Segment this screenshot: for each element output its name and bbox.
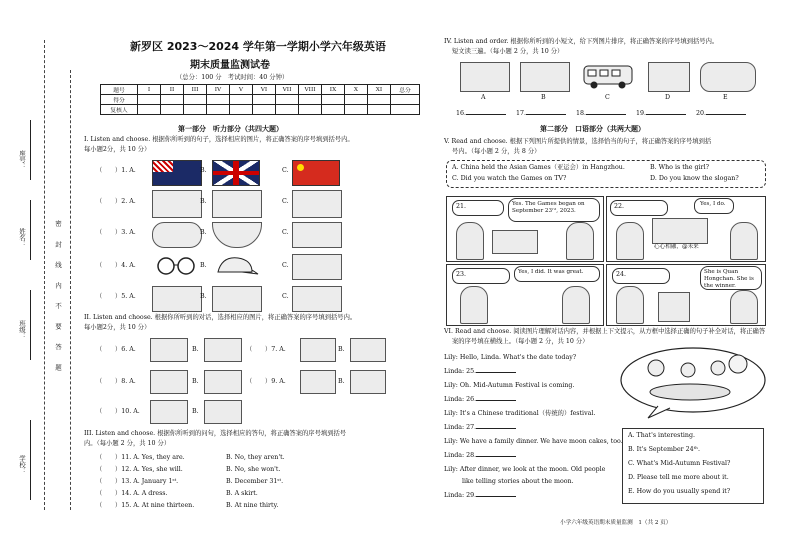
scene-icon[interactable] <box>292 286 342 312</box>
q21-num: 21. <box>456 203 467 210</box>
candy-icon[interactable] <box>152 222 202 248</box>
object-icon[interactable] <box>292 254 342 280</box>
boy-icon <box>566 222 594 260</box>
blank-18-num: 18. <box>576 110 587 117</box>
review-cell[interactable] <box>230 105 253 115</box>
dialog-line: Lily: We have a family dinner. We have moon cakes, too. <box>444 438 623 445</box>
s2-instruction-2: 每小题2分，共 10 分） <box>84 324 151 331</box>
review-cell[interactable] <box>276 105 299 115</box>
score-head-cell: IV <box>207 85 230 95</box>
page-footer: 小学六年级英语期末质量监测 1（共 2 页） <box>560 520 672 526</box>
q12[interactable]: （ ）12. A. Yes, she will. <box>96 466 183 473</box>
q1-label[interactable]: （ ）1. A. <box>96 167 136 174</box>
people-group-icon[interactable] <box>292 190 342 218</box>
activity-icon[interactable] <box>150 400 188 424</box>
blank-17-num: 17. <box>516 110 527 117</box>
boy-playing-icon[interactable] <box>460 62 510 92</box>
bubble-21-text: Yes. The Games began on September 23ʳᵈ, 2023. <box>512 201 585 214</box>
girl-icon <box>616 286 644 324</box>
pic-letter-e: E <box>723 94 728 101</box>
answer-line[interactable] <box>476 372 516 373</box>
blank-16-num: 16. <box>456 110 467 117</box>
label-name: 姓名： <box>18 228 26 248</box>
dialog-label: Linda: 25. <box>444 368 477 375</box>
q5-c: C. <box>282 293 289 300</box>
q7-label[interactable]: （ ）7. A. <box>246 346 286 353</box>
seal-line-text: 密 封 线 内 不 要 答 题 <box>54 220 62 377</box>
q1-c: C. <box>282 167 289 174</box>
score-table <box>100 84 420 115</box>
dialog-label: Linda: 27. <box>444 424 477 431</box>
q3-label[interactable]: （ ）3. A. <box>96 229 136 236</box>
label-school: 学校： <box>18 455 26 475</box>
diver-icon <box>658 292 690 322</box>
score-cell[interactable] <box>230 95 253 105</box>
score-cell[interactable] <box>322 95 345 105</box>
answer-line[interactable] <box>526 114 566 115</box>
dialog-label: Linda: 29. <box>444 492 477 499</box>
q9-b: B. <box>338 378 345 385</box>
q7-b: B. <box>338 346 345 353</box>
dialog-line-26[interactable] <box>444 396 516 404</box>
running-girl-icon[interactable] <box>648 62 690 92</box>
moon-festival-illustration <box>618 344 768 420</box>
kids-icon[interactable] <box>204 400 242 424</box>
slogan-text: 心心相融，@未来 <box>654 244 699 250</box>
tv-games-icon <box>492 230 538 254</box>
label-class: 班级： <box>18 320 26 340</box>
q23-num: 23. <box>456 271 467 278</box>
glasses-icon[interactable] <box>152 256 200 276</box>
s1-instruction-2: 每小题2分，共 10 分） <box>84 146 151 153</box>
blank-19[interactable] <box>636 110 686 118</box>
blank-20[interactable] <box>696 110 746 118</box>
score-cell[interactable] <box>368 95 391 105</box>
answer-line-school <box>30 420 31 500</box>
exam-info: （总分：100 分 考试时间：40 分钟） <box>176 74 289 81</box>
q11-b[interactable]: B. No, they aren't. <box>226 454 285 461</box>
s5-opt-a: A. China held the Asian Games（亚运会）in Hangzhou. <box>452 164 625 171</box>
girl-icon <box>616 222 644 260</box>
cartoon-icon[interactable] <box>300 370 336 394</box>
kids-icon[interactable] <box>152 286 202 312</box>
score-head-cell: 总分 <box>391 85 420 95</box>
review-cell[interactable] <box>368 105 391 115</box>
score-head-cell: X <box>345 85 368 95</box>
q2-b: B. <box>200 198 207 205</box>
answer-line[interactable] <box>476 428 516 429</box>
family-dinner-icon[interactable] <box>212 190 262 218</box>
part1-title: 第一部分 听力部分（共四大题） <box>178 125 283 133</box>
answer-line[interactable] <box>476 456 516 457</box>
q5-label[interactable]: （ ）5. A. <box>96 293 136 300</box>
q8-b: B. <box>192 378 199 385</box>
girl-icon <box>460 286 488 324</box>
australia-flag-icon[interactable] <box>152 160 202 186</box>
review-row-label: 复核人 <box>101 105 138 115</box>
q10-label[interactable]: （ ）10. A. <box>96 408 140 415</box>
q24-num: 24. <box>616 271 627 278</box>
score-cell[interactable] <box>253 95 276 105</box>
roast-turkey-icon[interactable] <box>150 338 188 362</box>
picnic-icon[interactable] <box>152 190 202 218</box>
q10-b: B. <box>192 408 199 415</box>
fruit-plate-icon[interactable] <box>212 222 262 248</box>
q6-b: B. <box>192 346 199 353</box>
q9-label[interactable]: （ ）9. A. <box>246 378 286 385</box>
s6-instruction: VI. Read and choose. 阅读图片理解对话内容，并根据上下文提示，从方框中选择正确的句子补全对话，将正确答 <box>444 328 766 335</box>
page-title: 新罗区 2023～2024 学年第一学期小学六年级英语 <box>130 40 386 53</box>
score-head-cell: VII <box>276 85 299 95</box>
blank-20-num: 20. <box>696 110 707 117</box>
bread-icon[interactable] <box>700 62 756 92</box>
answer-line-class <box>30 290 31 360</box>
s3-instruction: III. Listen and choose. 根据你所听到的问句，选择相应的答句，将正确答案的序号填到括号 <box>84 430 347 437</box>
blank-19-num: 19. <box>636 110 647 117</box>
q14[interactable]: （ ）14. A. A dress. <box>96 490 168 497</box>
family-icon[interactable] <box>204 370 242 394</box>
bubble-22-text: Yes, I do. <box>700 201 726 207</box>
blank-18[interactable] <box>576 110 626 118</box>
dialog-line: Lily: After dinner, we look at the moon. Old people <box>444 466 606 473</box>
score-cell[interactable] <box>161 95 184 105</box>
cap-icon[interactable] <box>212 254 260 278</box>
binding-line-2 <box>70 70 71 510</box>
choice-a: A. That's interesting. <box>628 432 695 439</box>
q3-c: C. <box>282 229 289 236</box>
q12-b[interactable]: B. No, she won't. <box>226 466 281 473</box>
classroom-icon[interactable] <box>150 370 188 394</box>
review-cell[interactable] <box>138 105 161 115</box>
review-cell[interactable] <box>161 105 184 115</box>
answer-line[interactable] <box>706 114 746 115</box>
choice-d: D. Please tell me more about it. <box>628 474 729 481</box>
score-cell[interactable] <box>207 95 230 105</box>
dialog-label: Linda: 28. <box>444 452 477 459</box>
boy-icon <box>730 290 758 324</box>
q2-c: C. <box>282 198 289 205</box>
q2-label[interactable]: （ ）2. A. <box>96 198 136 205</box>
review-cell[interactable] <box>322 105 345 115</box>
eggs-icon[interactable] <box>204 338 242 362</box>
answer-line[interactable] <box>476 400 516 401</box>
score-head-cell: I <box>138 85 161 95</box>
boy-icon <box>562 286 590 324</box>
blank-16[interactable] <box>456 110 506 118</box>
q4-label[interactable]: （ ）4. A. <box>96 262 136 269</box>
bus-icon[interactable] <box>582 62 634 90</box>
q13-b[interactable]: B. December 31ˢᵗ. <box>226 478 284 485</box>
review-row <box>101 105 420 115</box>
q5-b: B. <box>200 293 207 300</box>
s4-instruction: IV. Listen and order. 根据你所听到的小短文，给下列图片排序，将正确答案的序号填到括号内。 <box>444 38 719 45</box>
answer-line-id <box>30 120 31 180</box>
q4-c: C. <box>282 262 289 269</box>
food-icon[interactable] <box>292 222 342 248</box>
review-cell[interactable] <box>299 105 322 115</box>
costume-icon[interactable] <box>350 370 386 394</box>
score-head-cell: IX <box>322 85 345 95</box>
bubble-23-text: Yes, I did. It was great. <box>518 269 584 275</box>
q13[interactable]: （ ）13. A. January 1ˢᵗ. <box>96 478 179 485</box>
score-head-cell: XI <box>368 85 391 95</box>
part2-title: 第二部分 口语部分（共两大题） <box>540 125 645 133</box>
answer-line[interactable] <box>476 496 516 497</box>
q11[interactable]: （ ）11. A. Yes, they are. <box>96 454 185 461</box>
q3-b: B. <box>200 229 207 236</box>
answer-line[interactable] <box>586 114 626 115</box>
binding-line <box>44 40 45 510</box>
dialog-line: Lily: Hello, Linda. What's the date today? <box>444 354 577 361</box>
s5-instruction: V. Read and choose. 根据下列图片所提供的情景，选择恰当的句子，将正确答案的序号填到括 <box>444 138 712 145</box>
boy-icon <box>730 222 758 260</box>
review-cell[interactable] <box>253 105 276 115</box>
s5-opt-d: D. Do you know the slogan? <box>650 175 739 182</box>
q15[interactable]: （ ）15. A. At nine thirteen. <box>96 502 195 509</box>
review-cell[interactable] <box>345 105 368 115</box>
score-cell[interactable] <box>345 95 368 105</box>
bubble-24-text: She is Quan Hongchan. She is the winner. <box>704 269 754 289</box>
score-cell[interactable] <box>184 95 207 105</box>
dialog-line-28[interactable] <box>444 452 516 460</box>
blank-17[interactable] <box>516 110 566 118</box>
dialog-line: Lily: Oh. Mid-Autumn Festival is coming. <box>444 382 575 389</box>
pic-letter-c: C <box>605 94 610 101</box>
running-race-icon[interactable] <box>300 338 336 362</box>
choice-e: E. How do you usually spend it? <box>628 488 731 495</box>
label-id: 座号： <box>18 150 26 170</box>
answer-line-name <box>30 200 31 260</box>
score-table-head <box>101 85 420 95</box>
mascots-icon <box>652 218 708 244</box>
q14-b[interactable]: B. A skirt. <box>226 490 258 497</box>
q8-label[interactable]: （ ）8. A. <box>96 378 136 385</box>
answer-line[interactable] <box>466 114 506 115</box>
dialog-line-25[interactable] <box>444 368 516 376</box>
dialog-label: Linda: 26. <box>444 396 477 403</box>
pic-letter-b: B <box>541 94 546 101</box>
uk-flag-icon[interactable] <box>212 160 260 186</box>
score-head-cell: VI <box>253 85 276 95</box>
dialog-line-27[interactable] <box>444 424 516 432</box>
review-cell[interactable] <box>184 105 207 115</box>
pic-letter-d: D <box>665 94 671 101</box>
score-row <box>101 95 420 105</box>
s2-instruction: II. Listen and choose. 根据你所听到的对话，选择相应的图片，将正确答案的序号填到括号内。 <box>84 314 357 321</box>
q15-b[interactable]: B. At nine thirty. <box>226 502 279 509</box>
choice-b: B. It's September 24ᵗʰ. <box>628 446 700 453</box>
girl-icon <box>456 222 484 260</box>
s1-instruction: I. Listen and choose. 根据你所听到的句子，选择相应的图片，将正确答案的序号填到括号内。 <box>84 136 354 143</box>
score-row-label: 得分 <box>101 95 138 105</box>
dialog-line-29[interactable] <box>444 492 516 500</box>
q22-num: 22. <box>614 203 625 210</box>
s5-opt-c: C. Did you watch the Games on TV? <box>452 175 567 182</box>
score-head-cell: V <box>230 85 253 95</box>
score-cell[interactable] <box>276 95 299 105</box>
score-head-cell: III <box>184 85 207 95</box>
q1-b: B. <box>200 167 207 174</box>
q6-label[interactable]: （ ）6. A. <box>96 346 136 353</box>
review-cell[interactable] <box>391 105 420 115</box>
score-head-cell: 题号 <box>101 85 138 95</box>
dialog-line: like telling stories about the moon. <box>462 478 574 485</box>
score-cell[interactable] <box>138 95 161 105</box>
s3-instruction-2: 内。（每小题 2 分，共 10 分） <box>84 440 171 447</box>
people-icon[interactable] <box>212 286 262 312</box>
score-head-cell: II <box>161 85 184 95</box>
pic-letter-a: A <box>481 94 486 101</box>
kids-icon <box>560 428 608 498</box>
q4-b: B. <box>200 262 207 269</box>
page-subtitle: 期末质量监测试卷 <box>190 60 270 71</box>
score-head-cell: VIII <box>299 85 322 95</box>
review-cell[interactable] <box>207 105 230 115</box>
figures-icon[interactable] <box>350 338 386 362</box>
china-flag-icon[interactable] <box>292 160 340 186</box>
s5-opt-b: B. Who is the girl? <box>650 164 709 171</box>
s6-instruction-2: 案的序号填在横线上。（每小题 2 分，共 10 分） <box>452 338 589 345</box>
dialog-line: Lily: It's a Chinese traditional（传统的）festival. <box>444 410 596 417</box>
score-cell[interactable] <box>299 95 322 105</box>
choice-c: C. What's Mid-Autumn Festival? <box>628 460 731 467</box>
s5-instruction-2: 号内。（每小题 2 分，共 8 分） <box>452 148 541 155</box>
score-cell[interactable] <box>391 95 420 105</box>
kids-reading-icon[interactable] <box>520 62 570 92</box>
s4-instruction-2: 短文读三遍。（每小题 2 分，共 10 分） <box>452 48 564 55</box>
answer-line[interactable] <box>646 114 686 115</box>
